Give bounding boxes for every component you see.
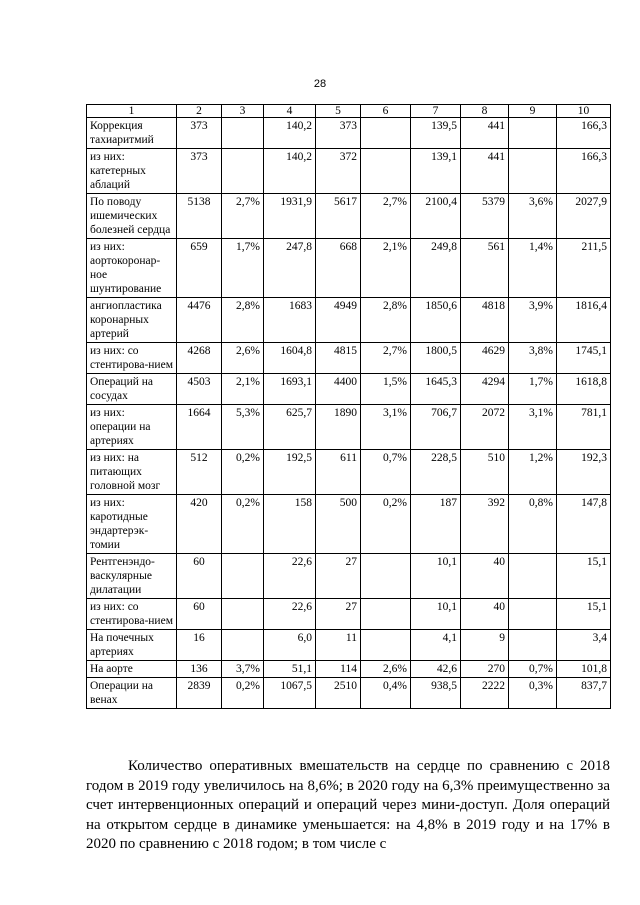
table-cell: 1890 [316, 405, 361, 450]
table-cell: 2,7% [361, 343, 411, 374]
row-label: из них: на питающих головной мозг [87, 450, 177, 495]
table-cell: 4476 [177, 298, 222, 343]
table-cell: 4503 [177, 374, 222, 405]
table-cell: 40 [461, 599, 509, 630]
table-cell: 706,7 [411, 405, 461, 450]
table-cell: 3,1% [361, 405, 411, 450]
table-cell: 166,3 [557, 118, 611, 149]
table-cell: 512 [177, 450, 222, 495]
column-header: 10 [557, 105, 611, 118]
table-row [87, 661, 611, 678]
table-header-row [87, 105, 611, 118]
table-row [87, 194, 611, 239]
table-cell: 0,7% [361, 450, 411, 495]
table-cell: 2,6% [222, 343, 264, 374]
table-cell: 3,7% [222, 661, 264, 678]
table-cell [509, 149, 557, 194]
table-cell: 2510 [316, 678, 361, 709]
table-cell: 1693,1 [264, 374, 316, 405]
table-cell: 392 [461, 495, 509, 554]
table-cell: 611 [316, 450, 361, 495]
table-row [87, 405, 611, 450]
table-cell: 441 [461, 149, 509, 194]
table-cell: 4,1 [411, 630, 461, 661]
table-cell: 15,1 [557, 554, 611, 599]
column-header: 3 [222, 105, 264, 118]
table-cell: 140,2 [264, 118, 316, 149]
body-paragraph: Количество оперативных вмешательств на сердце по сравнению с 2018 годом в 2019 году увеличилось на 8,6%; в 2020 году на 6,3% преимущественно за счет интервенционных операций и операций через мини-доступ. Доля операций на открытом сердце в динамике уменьшается: на 4,8% в 2019 году и на 17% в 2020 по сравнению с 2018 годом; в том числе с [86, 758, 610, 852]
table-cell: 139,1 [411, 149, 461, 194]
table-cell: 6,0 [264, 630, 316, 661]
row-label: Операции на венах [87, 678, 177, 709]
table-cell: 4268 [177, 343, 222, 374]
table-cell: 1745,1 [557, 343, 611, 374]
page-number: 28 [313, 78, 327, 90]
table-cell [361, 554, 411, 599]
table-cell: 4294 [461, 374, 509, 405]
table-row [87, 298, 611, 343]
table-row [87, 239, 611, 298]
table-cell [509, 118, 557, 149]
column-header: 1 [87, 105, 177, 118]
column-header: 5 [316, 105, 361, 118]
table-cell: 114 [316, 661, 361, 678]
table-cell: 837,7 [557, 678, 611, 709]
table-cell: 15,1 [557, 599, 611, 630]
row-label: из них: катетерных аблаций [87, 149, 177, 194]
table-cell [361, 149, 411, 194]
row-label: Операций на сосудах [87, 374, 177, 405]
table-cell: 0,2% [222, 450, 264, 495]
row-label: Коррекция тахиаритмий [87, 118, 177, 149]
row-label: ангиопластика коронарных артерий [87, 298, 177, 343]
table-cell: 938,5 [411, 678, 461, 709]
table-row [87, 599, 611, 630]
table-cell: 2,1% [361, 239, 411, 298]
table-cell: 373 [177, 118, 222, 149]
table-cell: 0,3% [509, 678, 557, 709]
table-cell: 249,8 [411, 239, 461, 298]
table-cell: 1618,8 [557, 374, 611, 405]
table-cell: 27 [316, 554, 361, 599]
column-header: 6 [361, 105, 411, 118]
row-label: По поводу ишемических болезней сердца [87, 194, 177, 239]
table-cell: 166,3 [557, 149, 611, 194]
table-cell: 4400 [316, 374, 361, 405]
table-cell: 1931,9 [264, 194, 316, 239]
table-cell: 0,2% [222, 678, 264, 709]
table-cell: 3,6% [509, 194, 557, 239]
row-label: из них: со стентирова-нием [87, 343, 177, 374]
column-header: 2 [177, 105, 222, 118]
table-cell: 158 [264, 495, 316, 554]
table-cell: 22,6 [264, 599, 316, 630]
table-cell [509, 630, 557, 661]
table-cell: 510 [461, 450, 509, 495]
table-cell: 1816,4 [557, 298, 611, 343]
table-cell: 2222 [461, 678, 509, 709]
table-cell: 192,5 [264, 450, 316, 495]
body-text [86, 757, 610, 855]
table-cell: 1850,6 [411, 298, 461, 343]
row-label: из них: со стентирова-нием [87, 599, 177, 630]
table-cell: 4818 [461, 298, 509, 343]
table-cell: 1645,3 [411, 374, 461, 405]
table-cell: 2100,4 [411, 194, 461, 239]
table-cell: 668 [316, 239, 361, 298]
table-cell: 1683 [264, 298, 316, 343]
table-cell: 1,4% [509, 239, 557, 298]
column-header: 4 [264, 105, 316, 118]
table-row [87, 343, 611, 374]
table-cell: 2072 [461, 405, 509, 450]
table-cell: 1,7% [222, 239, 264, 298]
table-cell [361, 599, 411, 630]
table-cell [361, 118, 411, 149]
table-cell: 42,6 [411, 661, 461, 678]
table-cell: 0,7% [509, 661, 557, 678]
table-cell: 136 [177, 661, 222, 678]
table-cell: 2,6% [361, 661, 411, 678]
table-cell: 420 [177, 495, 222, 554]
table-cell: 0,4% [361, 678, 411, 709]
table-cell: 10,1 [411, 554, 461, 599]
table-cell: 247,8 [264, 239, 316, 298]
table-row [87, 678, 611, 709]
table-cell: 2,8% [361, 298, 411, 343]
table-cell: 211,5 [557, 239, 611, 298]
table-row [87, 118, 611, 149]
table-cell: 187 [411, 495, 461, 554]
row-label: из них: аортокоронар-ное шунтирование [87, 239, 177, 298]
table-cell: 40 [461, 554, 509, 599]
column-header: 9 [509, 105, 557, 118]
table-cell: 373 [177, 149, 222, 194]
table-cell [509, 599, 557, 630]
table-cell: 3,9% [509, 298, 557, 343]
table-cell: 1604,8 [264, 343, 316, 374]
table-cell: 5,3% [222, 405, 264, 450]
table-cell: 16 [177, 630, 222, 661]
table-cell: 373 [316, 118, 361, 149]
table-cell: 147,8 [557, 495, 611, 554]
table-cell [222, 118, 264, 149]
table-cell: 2839 [177, 678, 222, 709]
table-cell: 372 [316, 149, 361, 194]
table-row [87, 554, 611, 599]
table-cell [509, 554, 557, 599]
table-cell [222, 149, 264, 194]
table-cell: 561 [461, 239, 509, 298]
table-cell: 2,8% [222, 298, 264, 343]
table-cell: 3,1% [509, 405, 557, 450]
table-cell: 1067,5 [264, 678, 316, 709]
table-cell: 22,6 [264, 554, 316, 599]
table-cell: 0,2% [361, 495, 411, 554]
table-cell: 4815 [316, 343, 361, 374]
table-cell: 60 [177, 554, 222, 599]
table-cell: 228,5 [411, 450, 461, 495]
table-row [87, 495, 611, 554]
table-cell: 270 [461, 661, 509, 678]
table-cell: 0,2% [222, 495, 264, 554]
statistics-table [86, 104, 611, 709]
table-cell [222, 630, 264, 661]
table-row [87, 149, 611, 194]
table-cell: 192,3 [557, 450, 611, 495]
table-cell: 2,1% [222, 374, 264, 405]
table-cell: 3,4 [557, 630, 611, 661]
table-cell: 4629 [461, 343, 509, 374]
table-cell: 625,7 [264, 405, 316, 450]
table-cell: 1,5% [361, 374, 411, 405]
table-cell: 139,5 [411, 118, 461, 149]
column-header: 8 [461, 105, 509, 118]
table-cell: 781,1 [557, 405, 611, 450]
row-label: Рентгенэндо-васкулярные дилатации [87, 554, 177, 599]
table-cell: 5138 [177, 194, 222, 239]
table-cell: 1664 [177, 405, 222, 450]
table-cell: 140,2 [264, 149, 316, 194]
table-cell [222, 554, 264, 599]
table-cell: 1,2% [509, 450, 557, 495]
row-label: На почечных артериях [87, 630, 177, 661]
table-cell: 1800,5 [411, 343, 461, 374]
table-row [87, 630, 611, 661]
table-cell: 51,1 [264, 661, 316, 678]
table-cell: 2,7% [361, 194, 411, 239]
table-cell: 11 [316, 630, 361, 661]
table-cell: 441 [461, 118, 509, 149]
row-label: из них: каротидные эндартерэк-томии [87, 495, 177, 554]
table-cell: 60 [177, 599, 222, 630]
column-header: 7 [411, 105, 461, 118]
row-label: из них: операции на артериях [87, 405, 177, 450]
table-cell: 27 [316, 599, 361, 630]
table-cell: 2,7% [222, 194, 264, 239]
table-cell: 9 [461, 630, 509, 661]
table-cell: 10,1 [411, 599, 461, 630]
table-cell: 0,8% [509, 495, 557, 554]
table-cell: 500 [316, 495, 361, 554]
table-cell [361, 630, 411, 661]
table-cell: 5379 [461, 194, 509, 239]
table-cell: 5617 [316, 194, 361, 239]
row-label: На аорте [87, 661, 177, 678]
table-cell: 101,8 [557, 661, 611, 678]
table-cell: 1,7% [509, 374, 557, 405]
table-cell: 4949 [316, 298, 361, 343]
table-row [87, 450, 611, 495]
table-row [87, 374, 611, 405]
table-cell: 659 [177, 239, 222, 298]
table-cell: 3,8% [509, 343, 557, 374]
table-cell: 2027,9 [557, 194, 611, 239]
table-cell [222, 599, 264, 630]
